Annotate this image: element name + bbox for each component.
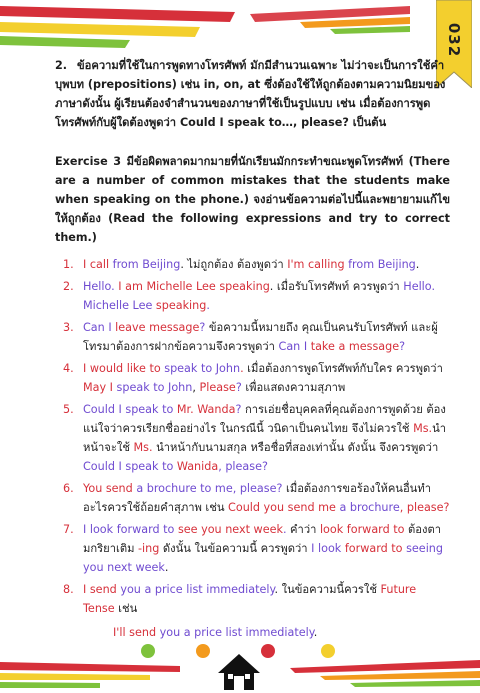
list-item — [63, 318, 450, 356]
list-item-text: นำหน้าจะใช้ — [83, 422, 447, 454]
mistakes-list — [55, 255, 450, 618]
list-item-text: look forward to — [319, 523, 405, 536]
list-item — [63, 479, 450, 517]
list-item-text: ข้อความนี้หมายถึง คุณเป็นคนรับโทรศัพท์ และผู้โทรมาต้องการฝากข้อความจึงควรพูดว่า — [83, 321, 438, 353]
example-sentence — [55, 623, 450, 642]
list-item-text: คำว่า — [286, 523, 320, 536]
list-item-text: I look — [311, 542, 345, 555]
exercise-instructions: Exercise 3 มีข้อผิดพลาดมากมายที่นักเรียนมักกระทำขณะพูดโทรศัพท์ (There are a number of common mistakes that the students make when speaking on the phone.) จงอ่านข้อความต่อไปนี้และพยายามแก้ไขให้ถูกต้อง (Read the following expressions and try to correct them.) — [55, 155, 450, 244]
list-item-text: ? — [199, 321, 206, 334]
green-dot — [141, 644, 155, 658]
list-item-text: Could you send me — [228, 501, 340, 514]
list-item-text: forward to — [344, 542, 407, 555]
list-item-text: I look forward to — [83, 523, 178, 536]
list-item-text: Could I speak to — [83, 403, 177, 416]
list-item — [63, 580, 450, 618]
list-item-text: May I — [83, 381, 117, 394]
example-text: I'll send — [113, 626, 160, 639]
list-item-text: เช่น — [114, 602, 138, 615]
list-item-text: , please? — [218, 460, 268, 473]
list-item-number: 4. — [63, 362, 74, 375]
list-item-number: 8. — [63, 583, 74, 596]
top-stripes-decoration — [0, 0, 480, 60]
list-item-text: You send — [83, 482, 137, 495]
paragraph-2-number: 2. — [55, 59, 68, 72]
home-icon[interactable] — [216, 652, 262, 692]
list-item-text: การเอ่ยชื่อบุคคลที่คุณต้องการพูดด้วย ต้องแน่ใจว่าควรเรียกชื่ออย่างไร ในกรณีนี้ วนิดาเป็นคนไทย จึงไม่ควรใช้ — [83, 403, 446, 435]
list-item-text: leave message — [115, 321, 200, 334]
list-item-text: นำหน้ากับนามสกุล หรือชื่อที่สองเท่านั้น ดังนั้น จึงควรพูดว่า — [152, 441, 439, 454]
list-item-text: . ไม่ถูกต้อง ต้องพูดว่า — [180, 258, 288, 271]
list-item-text: Please — [199, 381, 236, 394]
page-number: 032 — [445, 22, 463, 58]
list-item-text: I send — [83, 583, 121, 596]
list-item-text: I'm calling — [287, 258, 349, 271]
list-item-text: Wanida — [176, 460, 219, 473]
list-item-text: ? — [235, 381, 242, 394]
paragraph-2-text: ข้อความที่ใช้ในการพูดทางโทรศัพท์ มักมีสำนวนเฉพาะ ไม่ว่าจะเป็นการใช้คำบุพบท (prepositions) เช่น in, on, at ซึ่งต้องใช้ให้ถูกต้องตามความนิยมของภาษาดังนั้น ผู้เรียนต้องจำสำนวนของภาษาที่ใช้เป็นรูปแบบ เช่น เมื่อต้องการพูดโทรศัพท์กับผู้ใดต้องพูดว่า Could I speak to…, please? เป็นต้น — [55, 59, 446, 129]
list-item-number: 5. — [63, 403, 74, 416]
list-item-text: Can I — [83, 321, 116, 334]
list-item-text: see you next week — [177, 523, 283, 536]
list-item-text: Hello. — [83, 280, 119, 293]
list-item-text: , please? — [399, 501, 450, 514]
list-item-text: from Beijing — [348, 258, 416, 271]
list-item-text: . — [415, 258, 420, 271]
list-item-text: take a message — [310, 340, 400, 353]
list-item-text: ดังนั้น ในข้อความนี้ ควรพูดว่า — [159, 542, 312, 555]
list-item-text: . ในข้อความนี้ควรใช้ — [274, 583, 381, 596]
list-item-text: a brochure — [339, 501, 400, 514]
list-item-text: Ms. — [413, 422, 433, 435]
list-item-text: เมื่อต้องการขอร้องให้คนอื่นทำอะไรควรใช้ถ้อยคำสุภาพ เช่น — [83, 482, 431, 514]
list-item-text: . — [240, 362, 244, 375]
list-item-number: 6. — [63, 482, 74, 495]
list-item — [63, 359, 450, 397]
list-item — [63, 255, 450, 274]
list-item-text: from Beijing — [112, 258, 181, 271]
list-item-text: ? — [399, 340, 406, 353]
list-item-text: I would like to — [83, 362, 165, 375]
list-item-text: . — [206, 299, 210, 312]
list-item-text: . เมื่อรับโทรศัพท์ ควรพูดว่า — [269, 280, 404, 293]
list-item — [63, 277, 450, 315]
list-item-text: Can I — [278, 340, 311, 353]
list-item-number: 1. — [63, 258, 74, 271]
list-item-text: I am Michelle Lee speaking — [118, 280, 270, 293]
list-item-text: speaking — [155, 299, 207, 312]
page-content — [55, 56, 450, 642]
paragraph-2 — [55, 56, 450, 132]
list-item-text: Hello. Michelle Lee — [83, 280, 435, 312]
list-item-number: 2. — [63, 280, 74, 293]
list-item-text: ? — [235, 403, 242, 416]
example-text: . — [313, 626, 318, 639]
list-item-text: Could I speak to — [83, 460, 177, 473]
list-item-text: เพื่อแสดงความสุภาพ — [241, 381, 346, 394]
list-item-text: . — [282, 523, 287, 536]
list-item-text: seeing you next week — [83, 542, 443, 574]
list-item-text: , — [192, 381, 200, 394]
list-item-text: -ing — [138, 542, 160, 555]
list-item-text: Future Tense — [83, 583, 417, 615]
list-item-text: I call — [83, 258, 113, 271]
list-item-text: Mr. Wanda — [176, 403, 236, 416]
example-text: you a price list immediately — [159, 626, 314, 639]
list-item-text: speak to John — [116, 381, 193, 394]
list-item-text: a brochure to me, please? — [136, 482, 283, 495]
list-item — [63, 400, 450, 476]
list-item-text: . — [164, 561, 169, 574]
list-item — [63, 520, 450, 577]
list-item-number: 3. — [63, 321, 74, 334]
list-item-text: you a price list immediately — [120, 583, 275, 596]
list-item-number: 7. — [63, 523, 74, 536]
list-item-text: เมื่อต้องการพูดโทรศัพท์กับใคร ควรพูดว่า — [243, 362, 443, 375]
list-item-text: ต้องตามกริยาเติม — [83, 523, 442, 555]
list-item-text: speak to John — [164, 362, 241, 375]
red-dot — [261, 644, 275, 658]
yellow-dot — [321, 644, 335, 658]
list-item-text: Ms. — [133, 441, 153, 454]
orange-dot — [196, 644, 210, 658]
